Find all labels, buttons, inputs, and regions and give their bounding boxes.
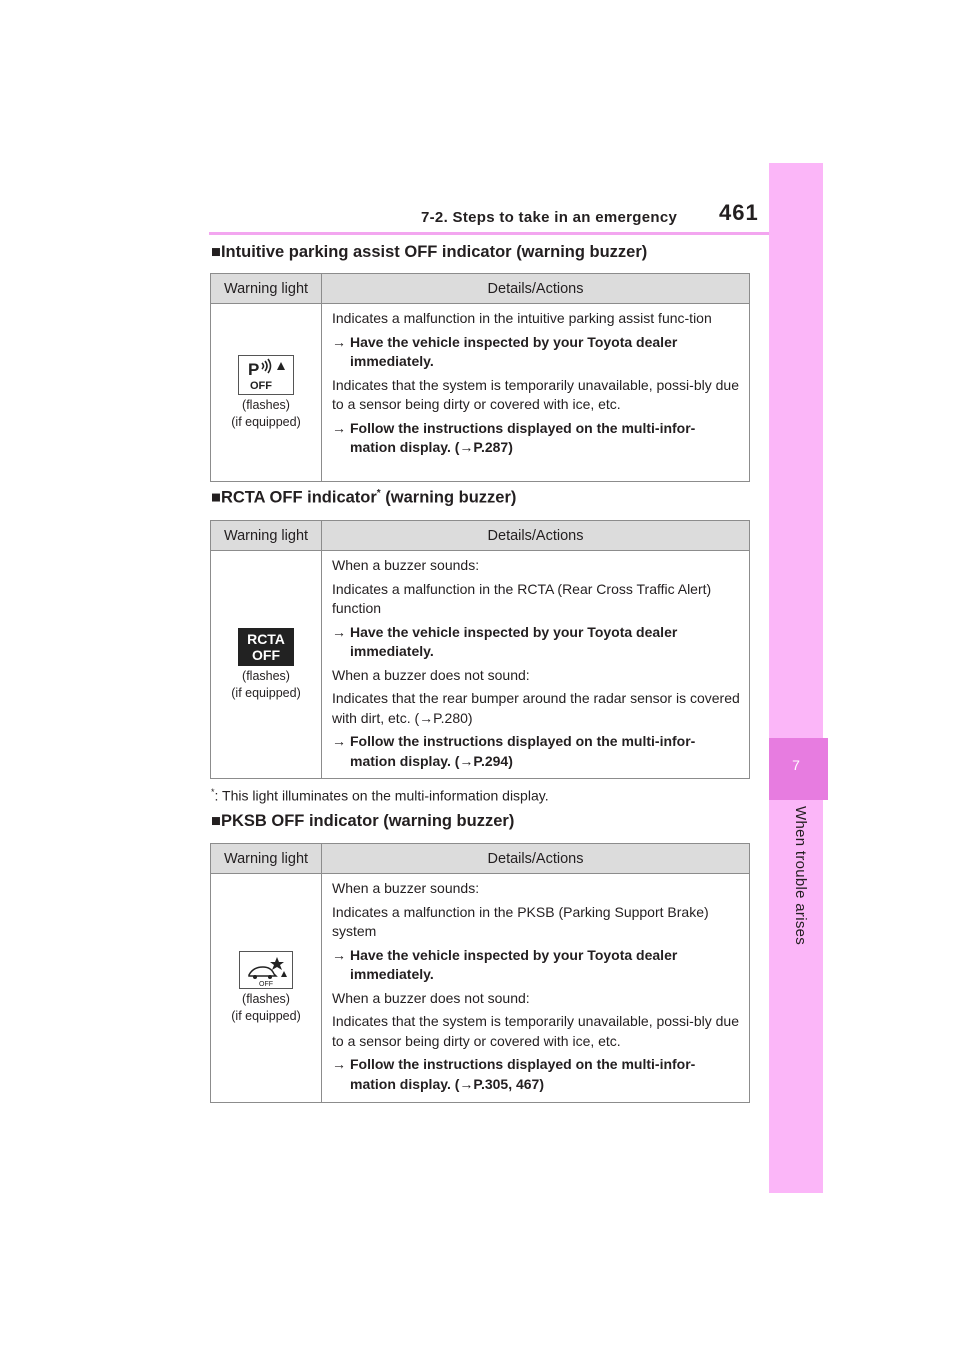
icon-off-text: OFF [250,379,272,392]
heading-text: Intuitive parking assist OFF indicator (warning buzzer) [220,243,648,261]
heading-bullet: ■ [211,488,221,507]
action-text: Follow the instructions displayed on the multi-infor-mation display. (→P.287) [350,419,696,455]
header-warning-light: Warning light [211,844,322,873]
footnote-text: : This light illuminates on the multi-information display. [214,787,549,804]
arrow-icon: → [332,946,346,963]
details-cell [322,304,749,481]
warning-table-pksb [210,843,750,1103]
header-details-actions: Details/Actions [487,527,584,544]
section-heading-parking-assist [211,243,647,262]
icon-rcta-text: RCTA [247,630,285,647]
action-item [332,1055,741,1094]
table-row [211,551,749,778]
action-item [332,333,741,372]
details-cell [322,551,749,778]
details-text: When a buzzer does not sound: [332,666,530,683]
header-divider [209,232,769,235]
details-text: When a buzzer sounds: [332,880,480,896]
pksb-off-icon [239,951,293,989]
heading-tail: (warning buzzer) [380,488,517,507]
footnote [211,787,549,804]
warning-light-cell [211,874,322,1102]
chapter-number: 7 [792,757,800,773]
heading-text: PKSB OFF indicator (warning buzzer) [220,812,515,830]
details-text: Indicates a malfunction in the intuitive parking assist func-tion [332,310,712,326]
heading-bullet: ■ [211,812,221,830]
arrow-icon: → [332,1056,346,1072]
details-text: Indicates that the system is temporarily unavailable, possi-bly due to a sensor being dirty or covered with ice, etc. [332,1013,739,1049]
details-text: Indicates that the rear bumper around the radar sensor is covered with dirt, etc. (→P.280) [332,690,740,726]
arrow-icon: → [332,333,346,350]
flashes-note: (flashes) [242,397,290,412]
action-text: Have the vehicle inspected by your Toyota dealer immediately. [350,946,678,982]
warning-light-cell [211,551,322,778]
if-equipped-note: (if equipped) [231,1009,301,1023]
table-header-row [211,521,749,551]
section-heading-rcta [211,488,516,508]
action-text: Follow the instructions displayed on the multi-infor-mation display. (→P.305, 467) [350,1056,696,1092]
footnote-mark: * [211,787,215,797]
details-text: When a buzzer does not sound: [332,989,530,1006]
warning-table-parking-assist [210,273,750,482]
chapter-side-tab [769,163,823,1193]
icon-off-text: OFF [252,646,280,663]
heading-bullet: ■ [211,243,221,261]
action-text: Have the vehicle inspected by your Toyota dealer immediately. [350,623,678,659]
section-title: 7-2. Steps to take in an emergency [421,209,678,226]
section-heading-pksb [211,812,514,831]
table-header-row [211,844,749,874]
flashes-note: (flashes) [242,668,290,683]
warning-light-cell [211,304,322,481]
table-row [211,304,749,481]
footnote-mark: * [376,488,381,499]
details-text: Indicates a malfunction in the RCTA (Rear Cross Traffic Alert) function [332,580,712,616]
details-text: When a buzzer sounds: [332,557,480,573]
action-item [332,946,741,985]
header-details-actions: Details/Actions [487,850,584,867]
page-number: 461 [719,200,759,225]
warning-table-rcta [210,520,750,779]
flashes-note: (flashes) [242,992,290,1006]
svg-text:P: P [248,359,260,379]
arrow-icon: → [332,623,346,640]
table-header-row [211,274,749,304]
header-warning-light: Warning light [211,274,322,303]
if-equipped-note: (if equipped) [231,414,301,429]
arrow-icon: → [332,733,346,749]
table-row [211,874,749,1102]
parking-assist-off-icon [238,355,294,395]
action-item [332,419,741,458]
action-item [332,732,741,771]
action-text: Have the vehicle inspected by your Toyota dealer immediately. [350,333,678,369]
action-text: Follow the instructions displayed on the multi-infor-mation display. (→P.294) [350,733,696,769]
details-cell [322,874,749,1102]
details-text: Indicates that the system is temporarily unavailable, possi-bly due to a sensor being dirty or covered with ice, etc. [332,376,739,412]
if-equipped-note: (if equipped) [231,685,301,700]
header-details-actions: Details/Actions [487,280,584,297]
heading-text: RCTA OFF indicator [220,488,377,507]
rcta-off-icon [238,628,294,666]
icon-off-text: OFF [259,981,273,987]
action-item [332,623,741,662]
chapter-label: When trouble arises [792,806,809,946]
header-warning-light: Warning light [211,521,322,550]
arrow-icon: → [332,419,346,436]
details-text: Indicates a malfunction in the PKSB (Parking Support Brake) system [332,903,709,939]
